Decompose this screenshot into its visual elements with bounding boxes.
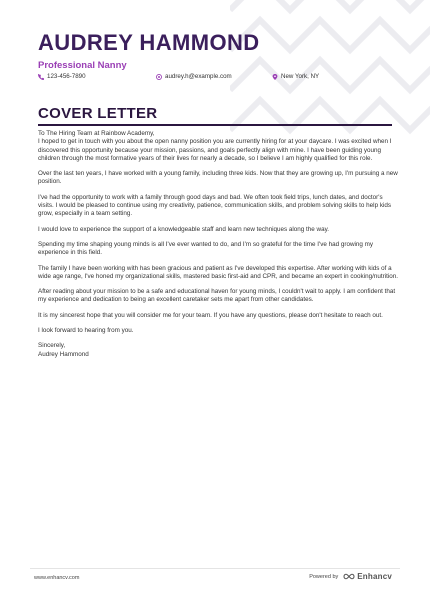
candidate-name: AUDREY HAMMOND — [38, 30, 260, 55]
at-sign-icon — [156, 74, 162, 80]
section-title: COVER LETTER — [38, 105, 158, 122]
footer-divider — [30, 568, 400, 569]
footer-site-link[interactable]: www.enhancv.com — [34, 575, 80, 581]
letter-paragraph: It is my sincerest hope that you will consider me for your team. If you have any questions, please don't hesitate to reach out. — [38, 311, 383, 319]
contact-location — [272, 73, 319, 80]
contact-phone — [38, 73, 86, 80]
enhancv-logo-icon — [343, 573, 355, 580]
location-pin-icon — [272, 74, 278, 80]
letter-paragraph: Spending my time shaping young minds is all I've ever wanted to do, and I'm so grateful for the time I've had growing my experience in this field. — [38, 240, 374, 257]
location-text: New York, NY — [281, 73, 320, 80]
contact-bar — [38, 73, 398, 85]
letter-paragraph: After reading about your mission to be a safe and educational haven for young minds, I couldn't wait to apply. I am confident that my experience and dedication to being an excellent caretaker sets me apart from other candidates. — [38, 288, 396, 304]
letter-paragraph: I hoped to get in touch with you about the open nanny position you are currently hiring for at your daycare. I was excited when I discovered this opportunity because your mission, passions, and goals perfectly align with mine. I have been guiding young children through the most formative years of their lives for nearly a decade, so I believe I am highly qualified for this role. — [38, 138, 392, 162]
brand-logo[interactable] — [343, 572, 392, 581]
phone-icon — [38, 74, 44, 80]
letter-paragraph: The family I have been working with has been gracious and patient as I've developed this expertise. After working with kids of a wide age range, I've honed my organizational skills, mastered basic first-aid and CPR, and became an expert in cooking/nutrition. — [38, 264, 398, 280]
section-divider — [38, 124, 392, 126]
letter-paragraph: I look forward to hearing from you. — [38, 327, 134, 335]
powered-by — [309, 572, 392, 581]
letter-paragraph: Over the last ten years, I have worked with a young family, including three kids. Now that they are growing up, I'm pursuing a new position. — [38, 170, 398, 186]
letter-salutation: To The Hiring Team at Rainbow Academy, — [38, 130, 155, 137]
letter-body — [38, 130, 398, 359]
letter-paragraph: I've had the opportunity to work with a family through good days and bad. We often took field trips, lunch dates, and doctor's visits. I would be pleased to continue using my creativity, patience, communication skills, and problem solving skills to help kids grow, especially in a team setting. — [38, 193, 392, 218]
candidate-title: Professional Nanny — [38, 60, 127, 71]
letter-signature: Audrey Hammond — [38, 350, 89, 358]
email-text: audrey.h@example.com — [165, 73, 232, 80]
letter-paragraph: I would love to experience the support of a knowledgeable staff and learn new techniques along the way. — [38, 225, 330, 233]
brand-name: Enhancv — [357, 572, 392, 581]
letter-closing: Sincerely, — [38, 342, 66, 350]
contact-email — [156, 73, 232, 80]
resume-header — [38, 30, 398, 72]
page-footer — [0, 568, 430, 608]
phone-text: 123-456-7890 — [47, 73, 86, 80]
powered-by-label: Powered by — [309, 573, 339, 580]
